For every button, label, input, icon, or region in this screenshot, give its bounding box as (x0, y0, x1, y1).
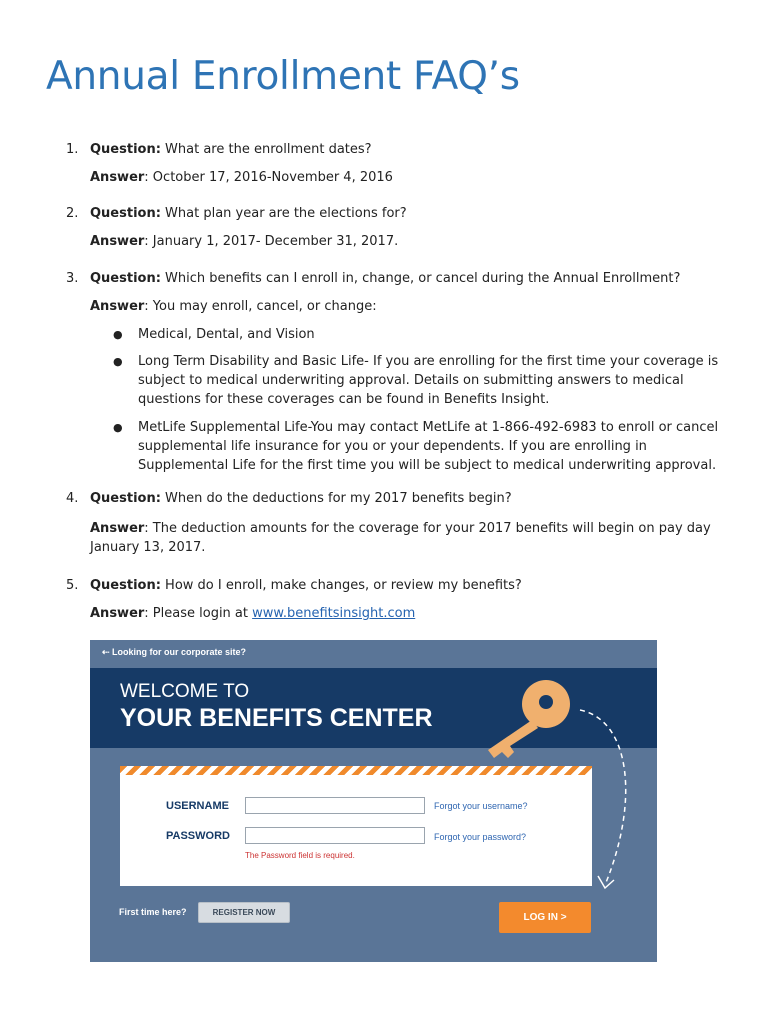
corporate-site-bar (90, 640, 657, 668)
question-text: What are the enrollment dates? (160, 142, 372, 157)
back-arrow-icon: ⇠ (102, 647, 113, 657)
password-label: PASSWORD (166, 830, 230, 842)
username-input[interactable] (245, 797, 425, 814)
faq-answer (90, 604, 730, 623)
bullet-item: Long Term Disability and Basic Life- If you are enrolling for the first time your coverage is subject to medical underwriting approval. Details on submitting answers to medical questions for these coverages can be found in Benefits Insight. (138, 354, 719, 407)
answer-label: Answer (90, 606, 145, 621)
answer-text: : October 17, 2016-November 4, 2016 (144, 170, 393, 185)
hazard-stripe (120, 766, 592, 775)
faq-answer (90, 519, 730, 557)
first-time-text: First time here? (119, 907, 187, 917)
question-label: Question: (90, 206, 161, 221)
faq-number: 1. (66, 142, 79, 157)
corporate-site-link[interactable]: ⇠ Looking for our corporate site? (102, 647, 247, 657)
question-label: Question: (90, 578, 161, 593)
faq-question (90, 269, 680, 288)
forgot-password-link[interactable]: Forgot your password? (434, 832, 527, 842)
question-label: Question: (90, 142, 161, 157)
question-text: Which benefits can I enroll in, change, or cancel during the Annual Enrollment? (160, 271, 681, 286)
answer-label: Answer (90, 170, 145, 185)
answer-text: : Please login at (144, 606, 253, 621)
faq-question (90, 204, 407, 223)
faq-answer (90, 232, 730, 251)
answer-label: Answer (90, 521, 145, 536)
answer-label: Answer (90, 234, 145, 249)
log-in-button[interactable]: LOG IN > (499, 902, 591, 933)
faq-number: 2. (66, 206, 79, 221)
faq-number: 5. (66, 578, 79, 593)
benefits-center-heading: YOUR BENEFITS CENTER (120, 704, 433, 732)
answer-text: : The deduction amounts for the coverage for your 2017 benefits will begin on pay day January 13, 2017. (90, 521, 711, 555)
faq-question (90, 489, 512, 508)
benefits-insight-link[interactable]: www.benefitsinsight.com (252, 606, 416, 621)
answer-label: Answer (90, 299, 145, 314)
bullet-dot-icon: ● (113, 328, 123, 341)
faq-question (90, 576, 522, 595)
welcome-heading: WELCOME TO (120, 681, 250, 702)
question-label: Question: (90, 491, 161, 506)
faq-answer (90, 168, 730, 187)
benefits-center-screenshot (90, 640, 657, 962)
answer-text: : You may enroll, cancel, or change: (144, 299, 377, 314)
question-text: When do the deductions for my 2017 benefits begin? (160, 491, 512, 506)
forgot-username-link[interactable]: Forgot your username? (434, 801, 528, 811)
password-error-text: The Password field is required. (245, 851, 355, 860)
faq-number: 4. (66, 491, 79, 506)
faq-number: 3. (66, 271, 79, 286)
bullet-dot-icon: ● (113, 421, 123, 434)
faq-answer (90, 297, 730, 316)
question-text: How do I enroll, make changes, or review my benefits? (160, 578, 522, 593)
document-title: Annual Enrollment FAQ’s (46, 54, 520, 99)
question-label: Question: (90, 271, 161, 286)
password-input[interactable] (245, 827, 425, 844)
register-now-button[interactable]: REGISTER NOW (198, 902, 290, 923)
login-form (120, 766, 592, 886)
bullet-item: MetLife Supplemental Life-You may contact MetLife at 1-866-492-6983 to enroll or cancel supplemental life insurance for you or your dependents. If you are enrolling in Supplemental Life for the first time you will be subject to medical underwriting approval. (138, 420, 719, 473)
faq-question (90, 140, 372, 159)
bullet-dot-icon: ● (113, 355, 123, 368)
answer-text: : January 1, 2017- December 31, 2017. (144, 234, 399, 249)
username-label: USERNAME (166, 800, 229, 812)
question-text: What plan year are the elections for? (160, 206, 407, 221)
bullet-item: Medical, Dental, and Vision (138, 327, 315, 342)
